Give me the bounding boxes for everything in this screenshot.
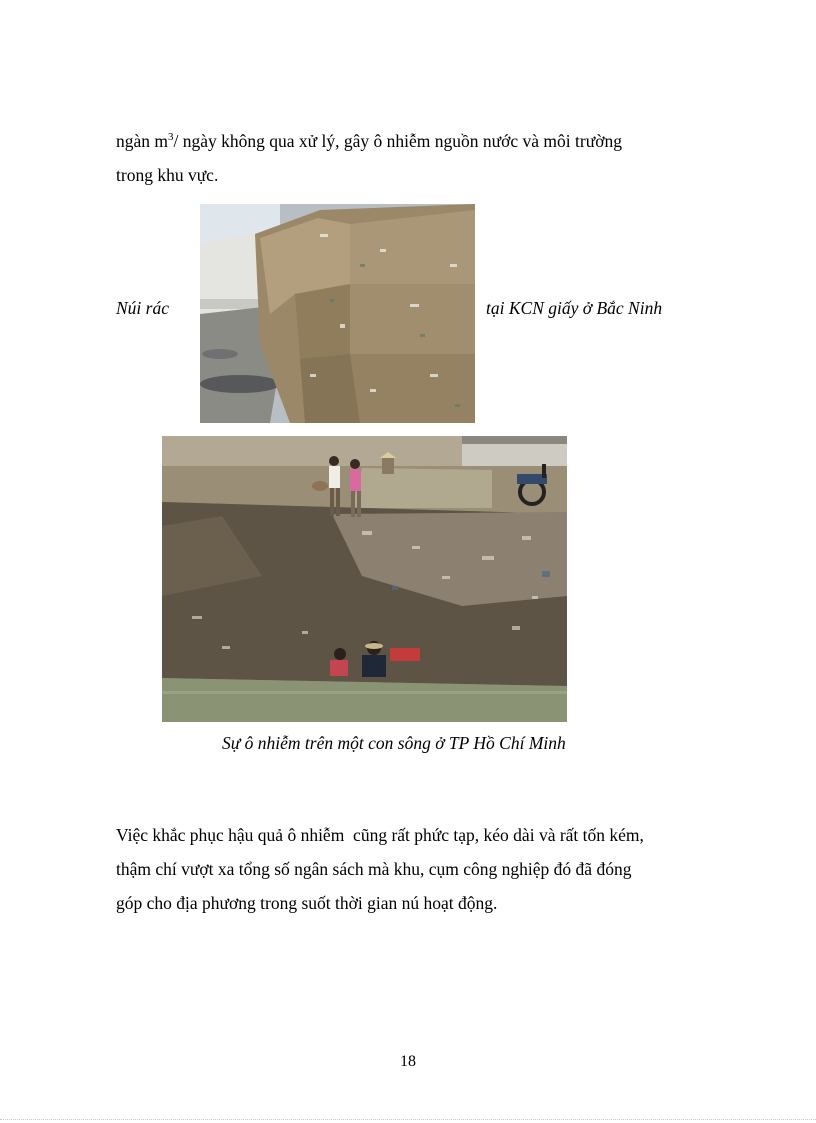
paragraph-intro bbox=[116, 124, 706, 192]
page-number: 18 bbox=[400, 1053, 416, 1070]
figure2-caption: Sự ô nhiễm trên một con sông ở TP Hồ Chí Minh bbox=[222, 733, 566, 753]
garbage-pile-photo bbox=[200, 204, 475, 423]
paragraph-remediation-line2: thậm chí vượt xa tổng số ngân sách mà khu, cụm công nghiệp đó đã đóng bbox=[116, 859, 632, 879]
figure1-caption-right: tại KCN giấy ở Bắc Ninh bbox=[486, 298, 663, 318]
text-segment: ngàn m bbox=[116, 131, 169, 151]
paragraph-intro-line1 bbox=[116, 124, 706, 158]
paragraph-intro-line2: trong khu vực. bbox=[116, 165, 219, 185]
paragraph-remediation-line1: Việc khắc phục hậu quả ô nhiễm cũng rất phức tạp, kéo dài và rất tốn kém, bbox=[116, 825, 644, 845]
paragraph-remediation-line3: góp cho địa phương trong suốt thời gian nú hoạt động. bbox=[116, 893, 498, 913]
text-segment: / ngày không qua xử lý, gây ô nhiễm nguồn nước và môi trường bbox=[173, 131, 622, 151]
superscript: 3 bbox=[168, 131, 174, 144]
figure1-caption-left: Núi rác bbox=[116, 298, 169, 318]
polluted-river-photo bbox=[162, 436, 567, 722]
page-bottom-divider bbox=[0, 1119, 816, 1120]
paragraph-remediation bbox=[116, 818, 706, 920]
